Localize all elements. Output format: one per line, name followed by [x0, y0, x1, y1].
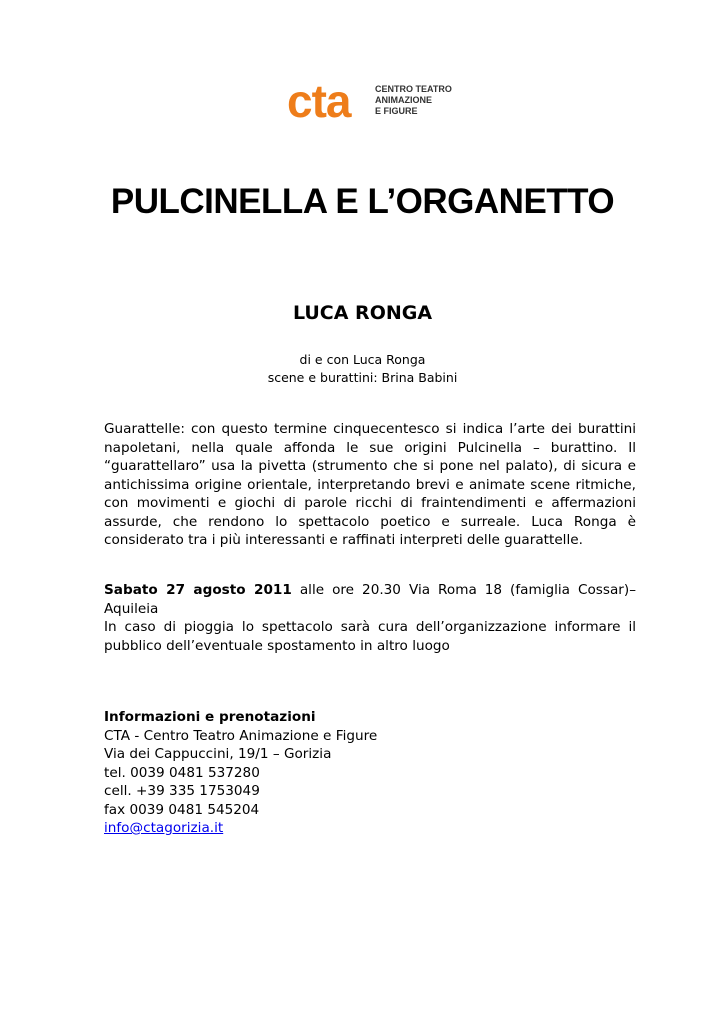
event-date-line	[104, 581, 636, 600]
contact-address: Via dei Cappuccini, 19/1 – Gorizia	[104, 746, 332, 762]
contact-fax: fax 0039 0481 545204	[104, 801, 260, 818]
contact-email-link[interactable]: info@ctagorizia.it	[104, 820, 224, 836]
event-location: Aquileia	[104, 600, 159, 617]
logo-subtitle	[375, 84, 452, 117]
rain-note: In caso di pioggia lo spettacolo sarà cura dell’organizzazione informare il pubblico dell’eventuale spostamento in altro luogo	[104, 619, 636, 654]
show-title: PULCINELLA E L’ORGANETTO	[110, 182, 615, 221]
contact-cell: cell. +39 335 1753049	[104, 783, 260, 799]
contact-tel: tel. 0039 0481 537280	[104, 764, 260, 781]
author-name: LUCA RONGA	[292, 302, 433, 324]
contact-info	[104, 708, 377, 838]
contact-heading: Informazioni e prenotazioni	[104, 709, 316, 725]
event-date: Sabato 27 agosto 2011	[104, 582, 292, 598]
event-details: alle ore 20.30 Via Roma 18 (famiglia Cossar)–	[291, 582, 636, 598]
logo-mark: cta	[287, 75, 351, 127]
logo-line: E FIGURE	[375, 106, 418, 116]
contact-org: CTA - Centro Teatro Animazione e Figure	[104, 727, 378, 744]
cta-logo	[287, 75, 457, 128]
credits	[0, 351, 725, 387]
event-info	[104, 581, 636, 655]
logo-line: CENTRO TEATRO	[375, 84, 452, 94]
credits-line: di e con Luca Ronga	[299, 352, 426, 367]
credits-line: scene e burattini: Brina Babini	[267, 370, 458, 385]
show-description: Guarattelle: con questo termine cinquecentesco si indica l’arte dei burattini napoletani, nella quale affonda le sue origini Pulcinella – burattino. Il “guarattellaro” usa la pivetta (strumento che si pone nel palato), di sicura e antichissima origine orientale, interpretando brevi e animate scene ritmiche, con movimenti e giochi di parole ricchi di fraintendimenti e affermazioni assurde, che rendono lo spettacolo poetico e surreale. Luca Ronga è considerato tra i più interessanti e raffinati interpreti delle guarattelle.	[104, 421, 636, 548]
logo-line: ANIMAZIONE	[375, 95, 432, 105]
